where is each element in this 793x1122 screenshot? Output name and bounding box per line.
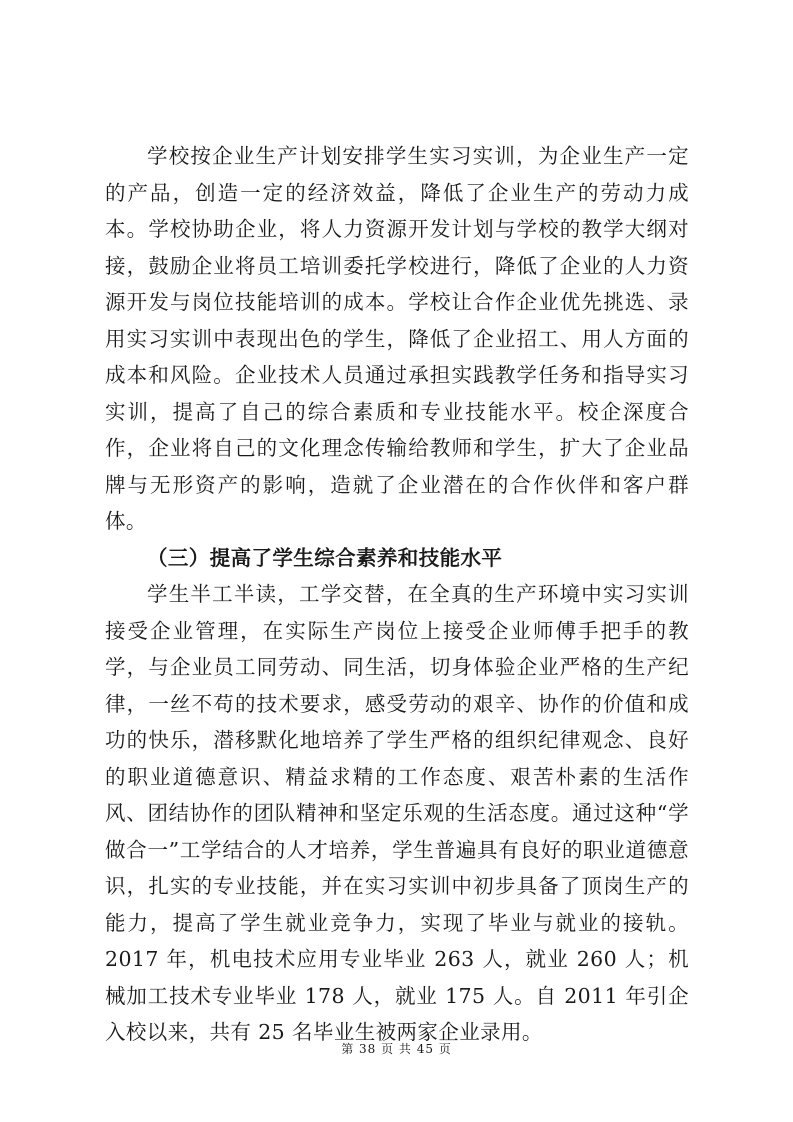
page-footer: 第 38 页 共 45 页 [341, 1042, 452, 1056]
paragraph-enterprise-benefits: 学校按企业生产计划安排学生实习实训，为企业生产一定的产品，创造一定的经济效益，降低了企业生产的劳动力成本。学校协助企业，将人力资源开发计划与学校的教学大纲对接，鼓励企业将员工培训委托学校进行，降低了企业的人力资源开发与岗位技能培训的成本。学校让合作企业优先挑选、录用实习实训中表现出色的学生，降低了企业招工、用人方面的成本和风险。企业技术人员通过承担实践教学任务和指导实习实训，提高了自己的综合素质和专业技能水平。校企深度合作，企业将自己的文化理念传输给教师和学生，扩大了企业品牌与无形资产的影响，造就了企业潜在的合作伙伴和客户群体。 [105, 144, 689, 533]
section-heading: （三）提高了学生综合素养和技能水平 [147, 545, 503, 570]
paragraph-student-benefits: 学生半工半读，工学交替，在全真的生产环境中实习实训接受企业管理，在实际生产岗位上接受企业师傅手把手的教学，与企业员工同劳动、同生活，切身体验企业严格的生产纪律，一丝不苟的技术要求，感受劳动的艰辛、协作的价值和成功的快乐，潜移默化地培养了学生严格的组织纪律观念、良好的职业道德意识、精益求精的工作态度、艰苦朴素的生活作风、团结协作的团队精神和坚定乐观的生活态度。通过这种“学做合一”工学结合的人才培养，学生普遍具有良好的职业道德意识，扎实的专业技能，并在实习实训中初步具备了顶岗生产的能力，提高了学生就业竞争力，实现了毕业与就业的接轨。2017 年，机电技术应用专业毕业 263 人，就业 260 人；机械加工技术专业毕业 178 人，就业 175 人。自 2011 年引企入校以来，共有 25 名毕业生被两家企业录用。 [105, 582, 689, 1044]
document-body [105, 138, 689, 1051]
